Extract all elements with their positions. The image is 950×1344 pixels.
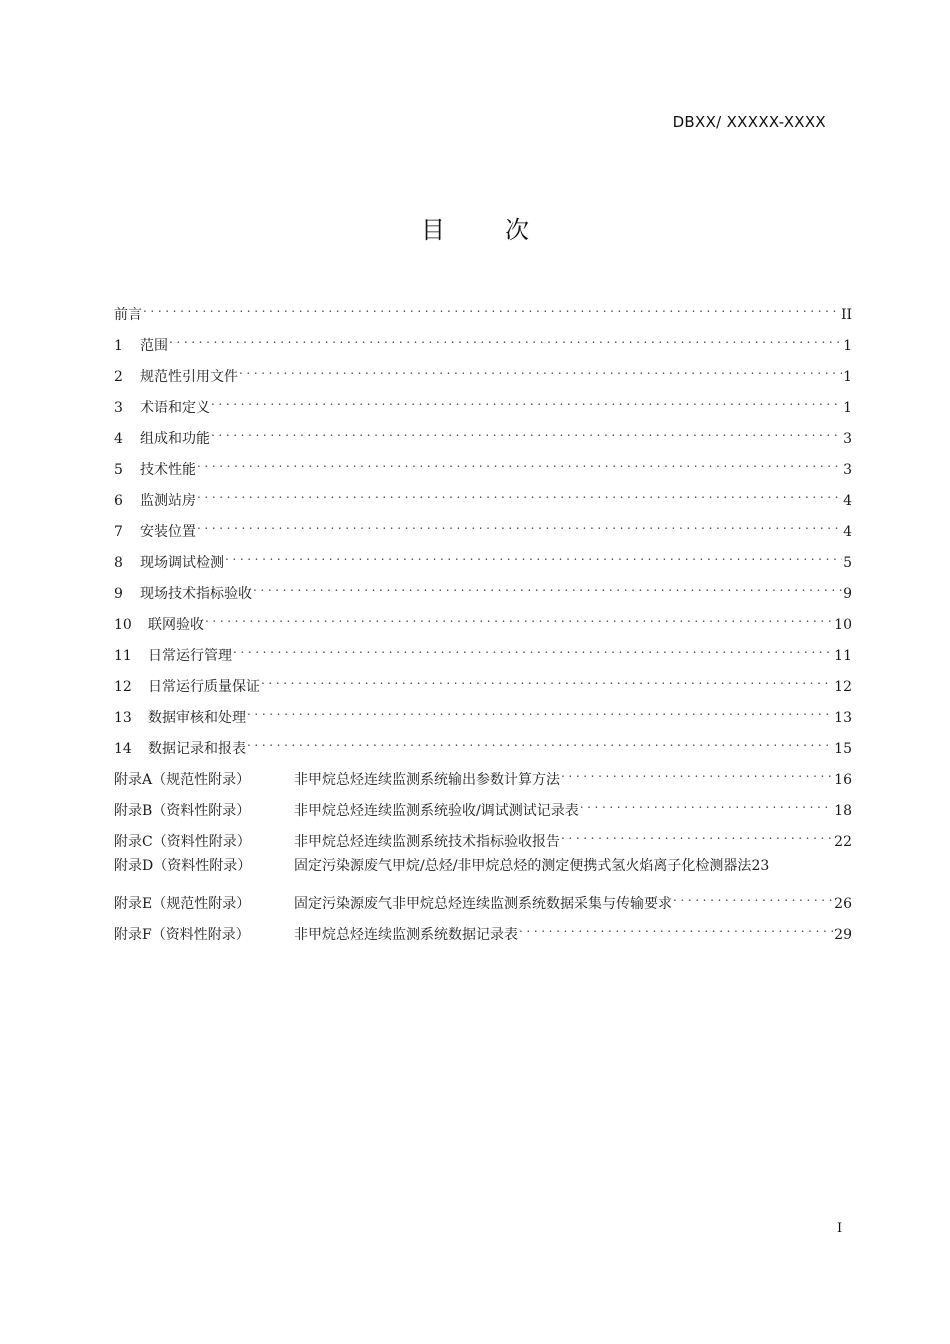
toc-entry-label: 非甲烷总烃连续监测系统验收/调试测试记录表 [294, 803, 579, 819]
toc-appendix-e[interactable] [114, 886, 852, 917]
toc-entry-label: 数据审核和处理 [148, 710, 246, 726]
toc-dot-leader [580, 793, 833, 815]
toc-dot-leader [233, 638, 833, 660]
toc-entry-number: 2 [114, 369, 123, 385]
toc-entry-label: 现场调试检测 [140, 555, 224, 571]
toc-entry-9[interactable] [114, 576, 852, 607]
toc-entry-number: 9 [114, 586, 123, 602]
toc-dot-leader [197, 514, 842, 536]
toc-entry-foreword[interactable] [114, 297, 852, 328]
toc-entry-page: 22 [834, 834, 852, 850]
toc-entry-number: 14 [114, 741, 132, 757]
toc-dot-leader [169, 328, 842, 350]
toc-entry-page: 4 [843, 493, 852, 509]
toc-entry-number: 6 [114, 493, 123, 509]
toc-entry-label: 日常运行质量保证 [148, 679, 260, 695]
toc-entry-page: 29 [834, 927, 852, 943]
toc-dot-leader [211, 421, 842, 443]
toc-entry-page: 10 [834, 617, 852, 633]
toc-entry-page: II [840, 307, 852, 323]
toc-entry-1[interactable] [114, 328, 852, 359]
toc-dot-leader [197, 452, 842, 474]
toc-entry-4[interactable] [114, 421, 852, 452]
toc-entry-label: 安装位置 [140, 524, 196, 540]
toc-dot-leader [519, 917, 833, 939]
toc-entry-label: 技术性能 [140, 462, 196, 478]
toc-dot-leader [261, 669, 833, 691]
page-title [0, 210, 950, 245]
toc-appendix-prefix: 附录F（资料性附录） [114, 927, 250, 943]
table-of-contents [114, 297, 852, 948]
toc-dot-leader [143, 297, 840, 319]
toc-appendix-prefix: 附录D（资料性附录） [114, 858, 252, 874]
toc-entry-number: 3 [114, 400, 123, 416]
toc-appendix-c[interactable] [114, 824, 852, 855]
toc-entry-label: 范围 [140, 338, 168, 354]
toc-appendix-prefix: 附录C（资料性附录） [114, 834, 251, 850]
toc-dot-leader [225, 545, 842, 567]
toc-entry-page: 4 [843, 524, 852, 540]
toc-entry-label: 前言 [114, 307, 142, 323]
toc-entry-page: 13 [834, 710, 852, 726]
toc-entry-13[interactable] [114, 700, 852, 731]
toc-entry-14[interactable] [114, 731, 852, 762]
toc-entry-11[interactable] [114, 638, 852, 669]
toc-entry-2[interactable] [114, 359, 852, 390]
toc-entry-page: 1 [843, 338, 852, 354]
toc-entry-3[interactable] [114, 390, 852, 421]
toc-entry-number: 1 [114, 338, 123, 354]
toc-appendix-prefix: 附录B（资料性附录） [114, 803, 251, 819]
toc-entry-page: 15 [834, 741, 852, 757]
toc-entry-label: 术语和定义 [140, 400, 210, 416]
toc-dot-leader [673, 886, 833, 908]
toc-entry-page: 1 [843, 369, 852, 385]
toc-entry-label: 日常运行管理 [148, 648, 232, 664]
toc-entry-7[interactable] [114, 514, 852, 545]
toc-dot-leader [197, 483, 842, 505]
toc-entry-number: 13 [114, 710, 132, 726]
toc-appendix-prefix: 附录E（规范性附录） [114, 896, 251, 912]
toc-entry-number: 4 [114, 431, 123, 447]
toc-entry-label: 联网验收 [148, 617, 204, 633]
toc-dot-leader [247, 731, 833, 753]
toc-entry-label: 非甲烷总烃连续监测系统数据记录表 [294, 927, 518, 943]
toc-dot-leader [561, 762, 833, 784]
toc-entry-page: 9 [843, 586, 852, 602]
toc-dot-leader [239, 359, 842, 381]
page-number: I [837, 1221, 843, 1236]
toc-entry-8[interactable] [114, 545, 852, 576]
toc-appendix-d[interactable] [114, 855, 852, 886]
toc-dot-leader [205, 607, 833, 629]
toc-entry-page: 26 [834, 896, 852, 912]
toc-entry-page: 23 [751, 858, 770, 874]
toc-entry-label: 固定污染源废气甲烷/总烃/非甲烷总烃的测定便携式氢火焰离子化检测器法 [294, 858, 752, 874]
toc-dot-leader [211, 390, 842, 412]
toc-entry-number: 12 [114, 679, 132, 695]
toc-entry-10[interactable] [114, 607, 852, 638]
toc-entry-label: 非甲烷总烃连续监测系统输出参数计算方法 [294, 772, 560, 788]
toc-entry-label: 监测站房 [140, 493, 196, 509]
toc-entry-number: 10 [114, 617, 132, 633]
toc-entry-label: 固定污染源废气非甲烷总烃连续监测系统数据采集与传输要求 [294, 896, 672, 912]
toc-entry-page: 11 [834, 648, 852, 664]
toc-appendix-prefix: 附录A（规范性附录） [114, 772, 251, 788]
toc-entry-page: 16 [834, 772, 852, 788]
toc-entry-number: 5 [114, 462, 123, 478]
toc-entry-5[interactable] [114, 452, 852, 483]
toc-entry-page: 18 [834, 803, 852, 819]
toc-dot-leader [247, 700, 833, 722]
toc-entry-page: 12 [834, 679, 852, 695]
toc-dot-leader [253, 576, 842, 598]
toc-entry-6[interactable] [114, 483, 852, 514]
toc-entry-page: 3 [843, 431, 852, 447]
title-char-1: 目 [421, 216, 445, 244]
toc-entry-page: 3 [843, 462, 852, 478]
toc-entry-12[interactable] [114, 669, 852, 700]
toc-entry-page: 1 [843, 400, 852, 416]
toc-appendix-f[interactable] [114, 917, 852, 948]
toc-appendix-b[interactable] [114, 793, 852, 824]
toc-entry-label: 组成和功能 [140, 431, 210, 447]
toc-appendix-a[interactable] [114, 762, 852, 793]
toc-entry-label: 现场技术指标验收 [140, 586, 252, 602]
toc-entry-label: 规范性引用文件 [140, 369, 238, 385]
document-code: DBXX/ XXXXX-XXXX [672, 113, 826, 131]
toc-entry-label: 数据记录和报表 [148, 741, 246, 757]
toc-dot-leader [561, 824, 833, 846]
toc-entry-number: 7 [114, 524, 123, 540]
toc-entry-page: 5 [843, 555, 852, 571]
title-char-2: 次 [505, 216, 529, 244]
toc-entry-label: 非甲烷总烃连续监测系统技术指标验收报告 [294, 834, 560, 850]
toc-entry-number: 11 [114, 648, 132, 664]
toc-entry-number: 8 [114, 555, 123, 571]
